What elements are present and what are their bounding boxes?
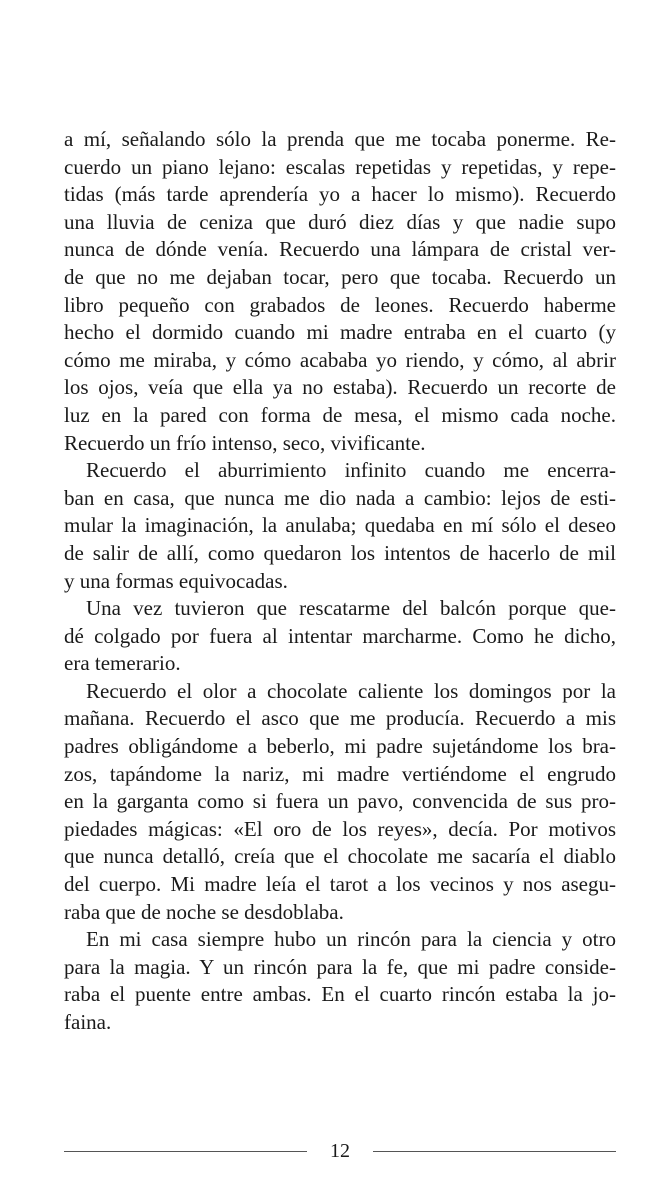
text-line: mañana. Recuerdo el asco que me producía. Recuerdo a mis: [64, 706, 616, 731]
paragraph: [64, 678, 616, 926]
text-line: ban en casa, que nunca me dio nada a cambio: lejos de esti-: [64, 485, 616, 510]
text-line: del cuerpo. Mi madre leía el tarot a los vecinos y nos asegu-: [64, 872, 616, 897]
text-line: dé colgado por fuera al intentar marcharme. Como he dicho,: [64, 623, 616, 648]
text-line: a mí, señalando sólo la prenda que me tocaba ponerme. Re-: [64, 127, 616, 151]
text-line: piedades mágicas: «El oro de los reyes», decía. Por motivos: [64, 816, 616, 841]
text-line: padres obligándome a beberlo, mi padre sujetándome los bra-: [64, 734, 616, 759]
text-line: para la magia. Y un rincón para la fe, que mi padre conside-: [64, 954, 616, 979]
paragraph: [64, 926, 616, 1036]
text-line: Recuerdo un frío intenso, seco, vivificante.: [64, 430, 426, 455]
paragraph: [64, 126, 616, 457]
text-line: de que no me dejaban tocar, pero que tocaba. Recuerdo un: [64, 264, 616, 289]
text-line: zos, tapándome la nariz, mi madre vertiéndome el engrudo: [64, 761, 616, 786]
text-line: cómo me miraba, y cómo acababa yo riendo, y cómo, al abrir: [64, 347, 616, 372]
text-line: era temerario.: [64, 651, 181, 676]
text-line: raba el puente entre ambas. En el cuarto rincón estaba la jo-: [64, 982, 616, 1007]
text-line: Recuerdo el olor a chocolate caliente los domingos por la: [86, 678, 616, 703]
text-line: los ojos, veía que ella ya no estaba). Recuerdo un recorte de: [64, 375, 616, 400]
page-number: 12: [330, 1140, 350, 1162]
footer-rule-right: [373, 1151, 616, 1152]
text-line: Una vez tuvieron que rescatarme del balcón porque que-: [86, 596, 616, 621]
text-line: libro pequeño con grabados de leones. Recuerdo haberme: [64, 292, 616, 317]
text-line: cuerdo un piano lejano: escalas repetidas y repetidas, y repe-: [64, 154, 616, 179]
text-line: mular la imaginación, la anulaba; quedaba en mí sólo el deseo: [64, 513, 616, 538]
text-line: que nunca detalló, creía que el chocolate me sacaría el diablo: [64, 844, 616, 869]
text-line: y una formas equivocadas.: [64, 568, 288, 593]
text-line: faina.: [64, 1010, 112, 1034]
text-line: hecho el dormido cuando mi madre entraba en el cuarto (y: [64, 320, 616, 345]
paragraph: [64, 595, 616, 678]
body-text: [64, 126, 616, 1037]
page-footer: [64, 1138, 616, 1166]
text-line: en la garganta como si fuera un pavo, convencida de sus pro-: [64, 789, 616, 814]
text-line: En mi casa siempre hubo un rincón para la ciencia y otro: [86, 927, 616, 952]
text-line: raba que de noche se desdoblaba.: [64, 899, 344, 924]
text-line: una lluvia de ceniza que duró diez días y que nadie supo: [64, 209, 616, 234]
text-line: Recuerdo el aburrimiento infinito cuando me encerra-: [86, 458, 616, 483]
paragraph: [64, 457, 616, 595]
text-line: tidas (más tarde aprendería yo a hacer lo mismo). Recuerdo: [64, 182, 616, 207]
text-line: luz en la pared con forma de mesa, el mismo cada noche.: [64, 402, 616, 427]
text-line: nunca de dónde venía. Recuerdo una lámpara de cristal ver-: [64, 237, 616, 262]
text-line: de salir de allí, como quedaron los intentos de hacerlo de mil: [64, 540, 616, 565]
